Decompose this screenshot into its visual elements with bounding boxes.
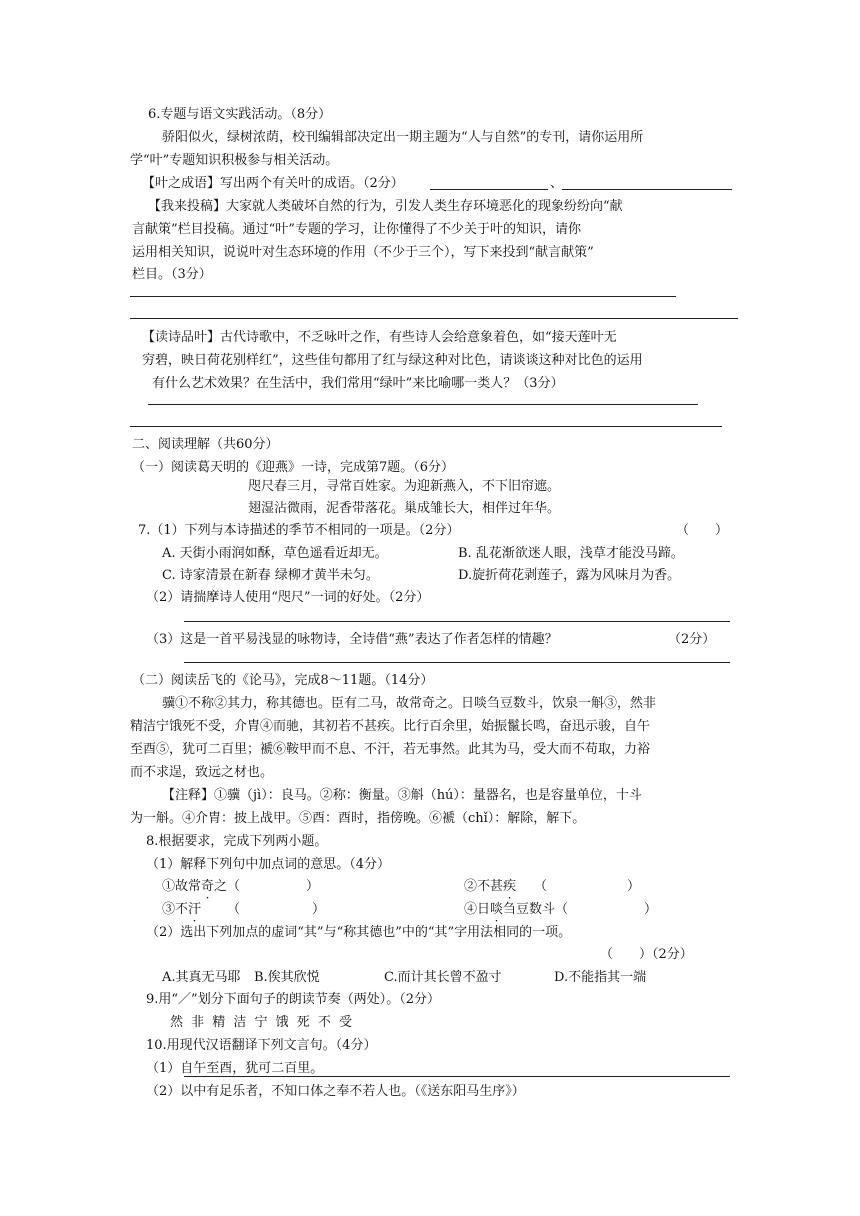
q8-2-option-d: D.不能指其一端 (554, 970, 647, 985)
q7-option-a: A. 天街小雨润如酥，草色遥看近却无。 (162, 546, 388, 561)
contrib-answer-line-2[interactable] (130, 318, 738, 319)
q7-1-prompt: 7.（1）下列与本诗描述的季节不相同的一项是。（2分） (138, 523, 460, 538)
passage-line2: 精洁宁饿死不受，介胄④而驰，其初若不甚疾。比行百余里，始振鬣长鸣，奋迅示骏，自午 (130, 719, 651, 734)
q9-sentence: 然 非 精 洁 宁 饿 死 不 受 (170, 1015, 355, 1030)
q10-prompt: 10.用现代汉语翻译下列文言句。（4分） (146, 1038, 377, 1053)
idiom-answer-blank-2[interactable] (562, 189, 732, 190)
poem-line3: 有什么艺术效果？在生活中，我们常用“绿叶”来比喻哪一类人？（3分） (152, 376, 564, 391)
q7-option-d: D.旋折荷花剥莲子，露为风味月为香。 (458, 568, 681, 583)
word-item-2: ②不甚疾 （ ） (464, 879, 641, 894)
idiom-separator: 、 (550, 176, 564, 191)
q8-2-option-c: C.而计其长曾不盈寸 (384, 970, 502, 985)
contrib-line1: 【我来投稿】大家就人类破坏自然的行为，引发人类生存环境恶化的现象纷纷向“献 (148, 199, 623, 214)
contrib-line4: 栏目。（3分） (132, 267, 212, 282)
q6-intro-line1: 骄阳似火，绿树浓荫，校刊编辑部决定出一期主题为“人与自然”的专刊，请你运用所 (162, 130, 644, 145)
section2-heading: （二）阅读岳飞的《论马》，完成8～11题。（14分） (132, 673, 434, 688)
passage-line4: 而不求逞，致远之材也。 (130, 765, 274, 780)
q10-2-prompt: （2）以中有足乐者，不知口体之奉不若人也。（《送东阳马生序》） (146, 1084, 525, 1099)
poem-verse-1: 咫尺春三月，寻常百姓家。为迎新燕入，不下旧帘遮。 (248, 479, 561, 494)
q7-2-prompt: （2）请揣摩诗人使用“咫尺”一词的好处。（2分） (146, 590, 430, 605)
notes-line2: 为一斛。④介胄：披上战甲。⑤酉：酉时，指傍晚。⑥褫（chǐ）：解除，解下。 (130, 811, 586, 826)
dotted-word: 啖 (490, 902, 504, 917)
part2-title: 二、阅读理解（共60分） (132, 437, 279, 452)
contrib-line3: 运用相关知识，说说叶对生态环境的作用（不少于三个），写下来投到“献言献策” (132, 245, 594, 260)
q8-1-prompt: （1）解释下列句中加点词的意思。（4分） (146, 857, 391, 872)
dotted-word: 奇 (201, 879, 215, 894)
q10-1-answer-line[interactable] (184, 1076, 730, 1077)
passage-line3: 至酉⑤，犹可二百里；褫⑥鞍甲而不息、不汗，若无事然。此其为马，受大而不苟取，力裕 (130, 742, 651, 757)
q7-2-answer-line[interactable] (184, 621, 730, 622)
q6-title: 6.专题与语文实践活动。（8分） (148, 107, 332, 122)
poem-answer-line-2[interactable] (130, 426, 722, 427)
q7-1-answer-paren[interactable]: （ ） (676, 523, 729, 538)
word-item-3: ③不汗 （ ） (162, 902, 326, 917)
q7-option-b: B. 乱花渐欲迷人眼，浅草才能没马蹄。 (458, 546, 684, 561)
q8-2-option-b: B.俟其欣悦 (254, 970, 320, 985)
contrib-line2: 言献策”栏目投稿。通过“叶”专题的学习，让你懂得了不少关于叶的知识，请你 (132, 222, 581, 237)
q7-3-score: （2分） (668, 632, 716, 647)
poem-line1: 【读诗品叶】古代诗歌中，不乏咏叶之作，有些诗人会给意象着色，如“接天莲叶无 (142, 330, 617, 345)
q9-prompt: 9.用“／”划分下面句子的朗读节奏（两处）。（2分） (146, 992, 440, 1007)
contrib-answer-line-1[interactable] (130, 296, 676, 297)
q7-3-answer-line[interactable] (184, 662, 730, 663)
q8-2-option-a: A.其真无马耶 (162, 970, 241, 985)
dotted-word: 疾 (503, 879, 517, 894)
word-item-1: ①故常奇之（ ） (162, 879, 320, 894)
poem-line2: 穷碧，映日荷花别样红”，这些佳句都用了红与绿这种对比色，请谈谈这种对比色的运用 (142, 353, 643, 368)
word-item-4: ④日啖刍豆数斗（ ） (464, 902, 658, 917)
q8-2-prompt: （2）选出下列加点的虚词“其”与“称其德也”中的“其”字用法相同的一项。 (146, 925, 572, 940)
q7-option-c: C. 诗家清景在新春 绿柳才黄半未匀。 (162, 568, 379, 583)
q7-3-prompt: （3）这是一首平易浅显的咏物诗，全诗借“燕”表达了作者怎样的情趣？ (146, 632, 558, 647)
q10-1-prompt: （1）自午至酉，犹可二百里。 (146, 1061, 324, 1076)
notes-line1: 【注释】①骥（jì）：良马。②称：衡量。③斛（hú）：量器名，也是容量单位，十斗 (162, 788, 642, 803)
poem-verse-2: 翅湿沾微雨，泥香带落花。巢成雏长大，相伴过年华。 (248, 501, 561, 516)
q8-2-answer[interactable]: （ ）（2分） (600, 947, 693, 962)
idiom-prompt: 【叶之成语】写出两个有关叶的成语。（2分） (142, 176, 404, 191)
poem-answer-line-1[interactable] (148, 404, 698, 405)
q6-intro-line2: 学“叶”专题知识积极参与相关活动。 (130, 153, 339, 168)
section1-heading: （一）阅读葛天明的《迎燕》一诗，完成第7题。（6分） (132, 460, 455, 475)
idiom-answer-blank-1[interactable] (430, 189, 548, 190)
q8-prompt: 8.根据要求，完成下列两小题。 (146, 834, 328, 849)
dotted-word: 汗 (188, 902, 202, 917)
passage-line1: 骥①不称②其力，称其德也。臣有二马，故常奇之。日啖刍豆数斗，饮泉一斛③，然非 (162, 696, 657, 711)
